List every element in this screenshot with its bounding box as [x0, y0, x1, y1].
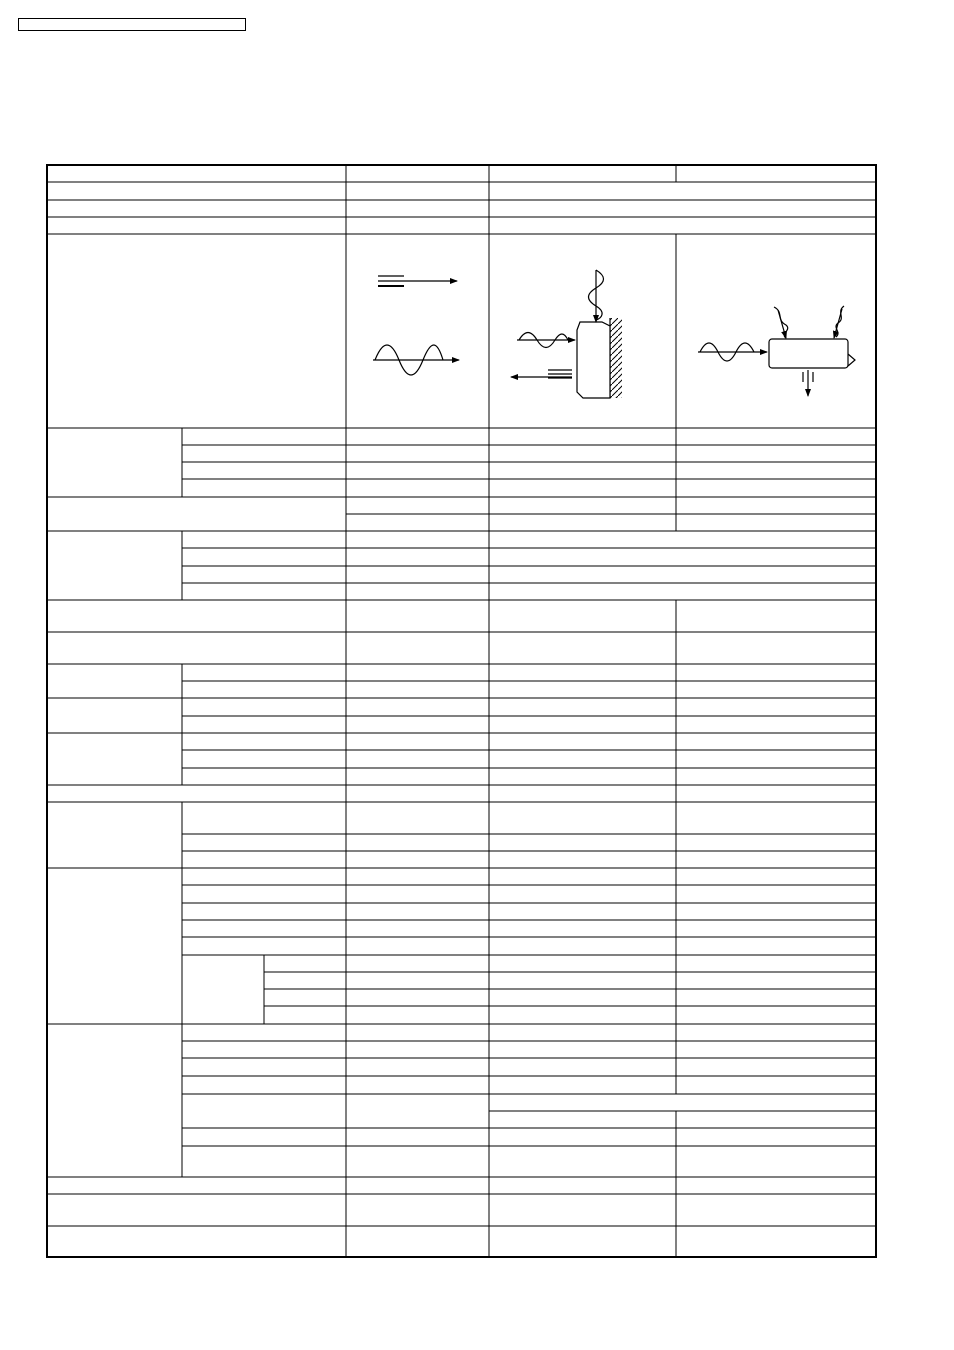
absorption-diagram: [698, 306, 855, 396]
table-border: [47, 165, 876, 1257]
incident-wave-diagram: [373, 276, 459, 375]
reflection-diagram: [511, 270, 622, 398]
table-grid: [47, 165, 876, 1257]
